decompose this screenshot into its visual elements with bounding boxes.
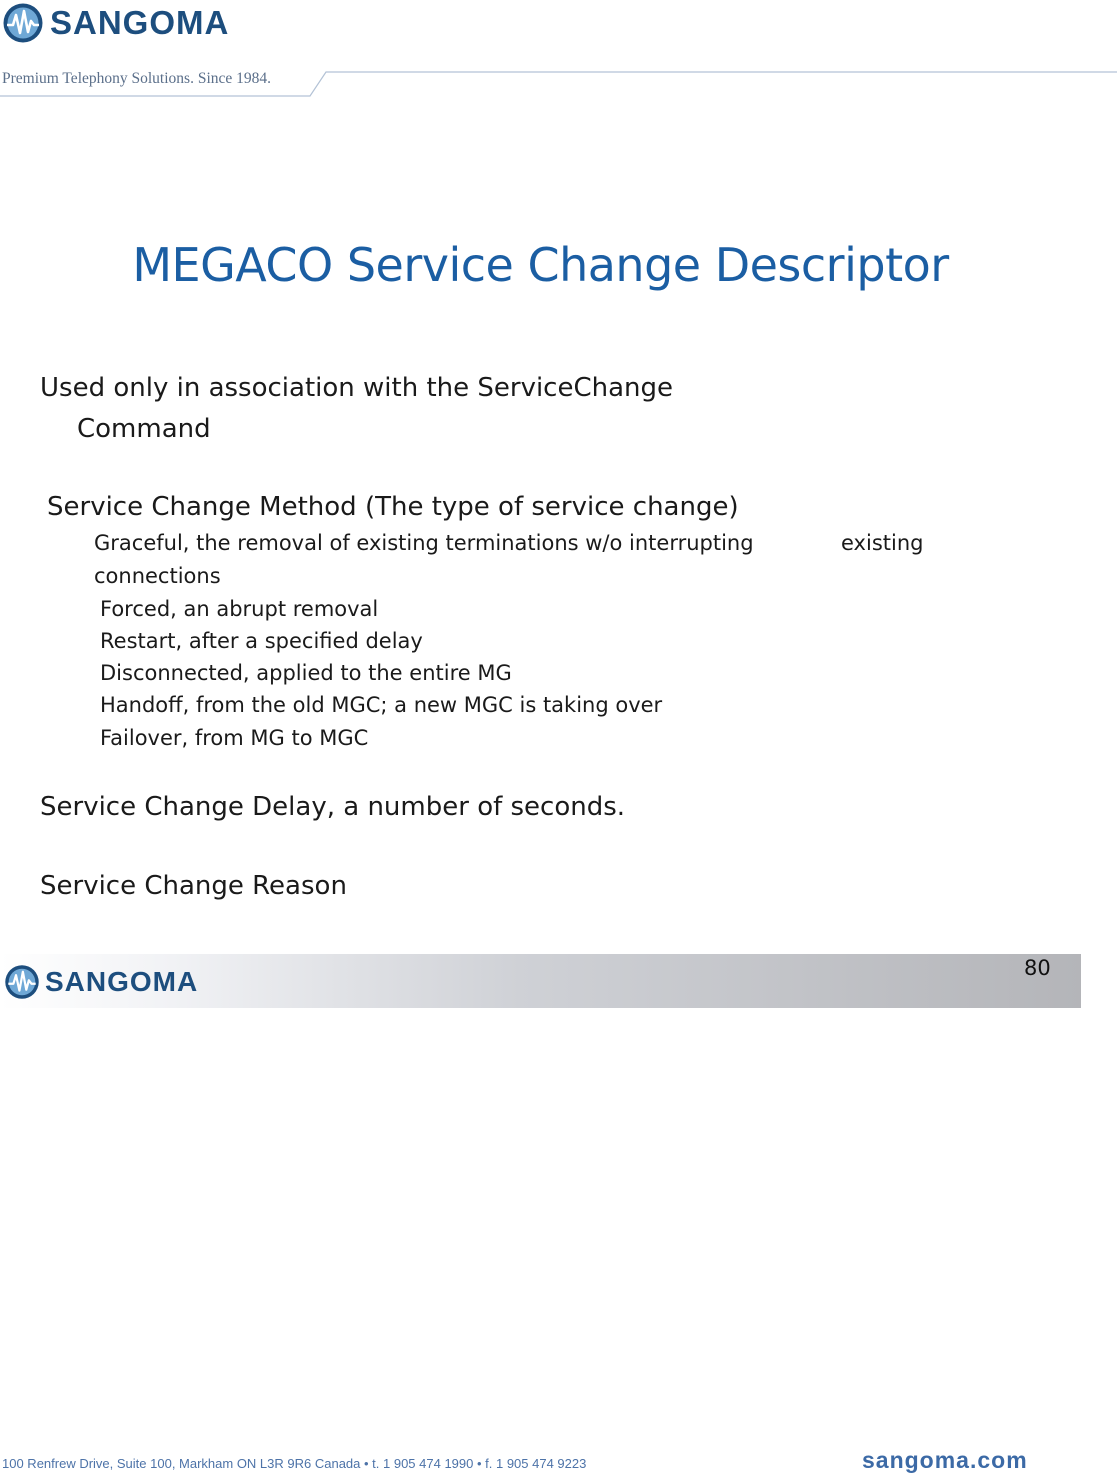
slide-title: MEGACO Service Change Descriptor	[132, 238, 949, 292]
delay-line: Service Change Delay, a number of seconds.	[40, 792, 626, 822]
band-logo	[4, 962, 198, 1002]
sangoma-logo-icon	[2, 2, 44, 44]
method-failover: Failover, from MG to MGC	[100, 726, 369, 750]
method-heading: Service Change Method (The type of service change)	[47, 492, 739, 522]
footer-address: 100 Renfrew Drive, Suite 100, Markham ON L3R 9R6 Canada • t. 1 905 474 1990 • f. 1 905 474 9223	[2, 1456, 587, 1471]
method-disconnected: Disconnected, applied to the entire MG	[100, 661, 512, 685]
page-number: 80	[1024, 956, 1051, 980]
method-graceful-wrap: connections	[94, 564, 221, 588]
tagline: Premium Telephony Solutions. Since 1984.	[2, 70, 272, 87]
method-graceful: Graceful, the removal of existing terminations w/o interrupting	[94, 531, 754, 555]
method-restart: Restart, after a specified delay	[100, 629, 423, 653]
brand-wordmark: SANGOMA	[50, 4, 230, 41]
method-handoff: Handoff, from the old MGC; a new MGC is taking over	[100, 693, 663, 717]
reason-line: Service Change Reason	[40, 871, 347, 901]
footer-website-link[interactable]: sangoma.com	[862, 1447, 1028, 1473]
intro-line-2: Command	[77, 414, 211, 444]
intro-line-1: Used only in association with the ServiceChange	[40, 373, 674, 403]
band-wordmark: SANGOMA	[45, 966, 199, 997]
method-graceful-cont: existing	[841, 531, 924, 555]
header-logo	[2, 0, 229, 46]
sangoma-logo-icon	[4, 964, 40, 1000]
method-forced: Forced, an abrupt removal	[100, 597, 379, 621]
